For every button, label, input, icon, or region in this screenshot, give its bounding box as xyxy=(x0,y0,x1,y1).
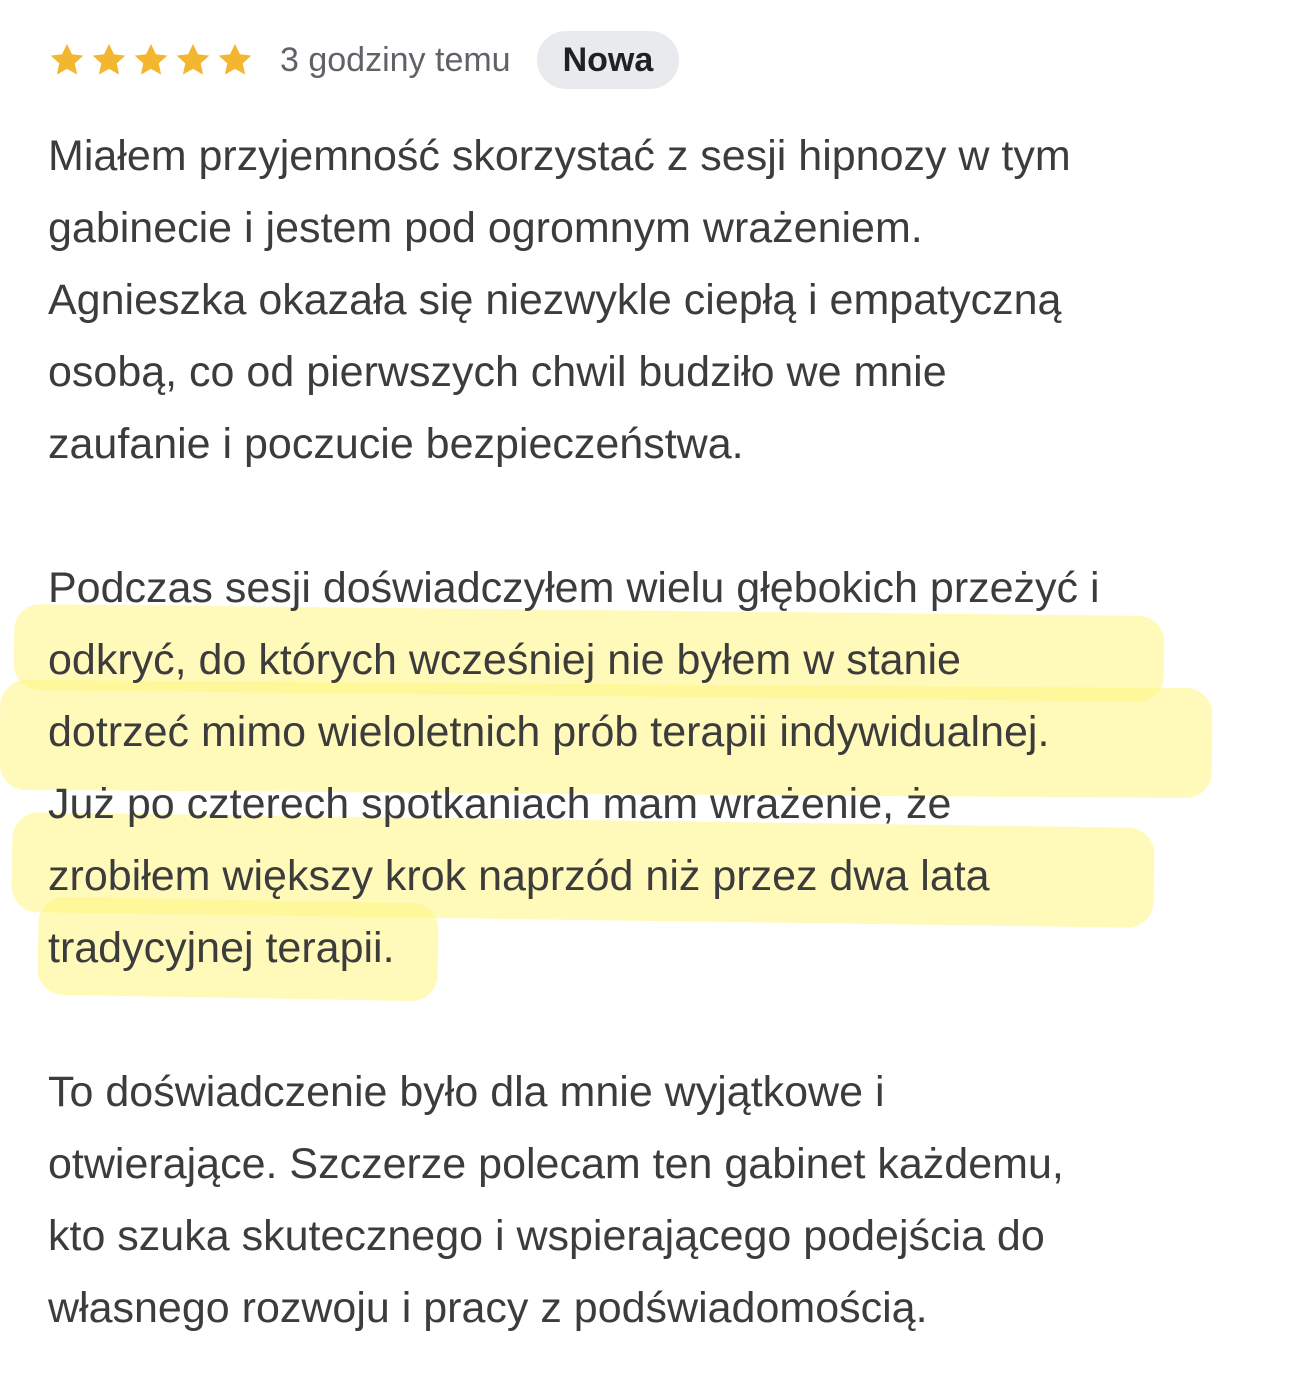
review-line: Agnieszka okazała się niezwykle ciepłą i empatyczną xyxy=(48,276,1062,324)
review-line: otwierające. Szczerze polecam ten gabinet każdemu, xyxy=(48,1140,1064,1188)
review-header xyxy=(48,30,679,90)
review-line: kto szuka skutecznego i wspierającego podejścia do xyxy=(48,1212,1045,1260)
review-timestamp: 3 godziny temu xyxy=(280,40,511,79)
star-rating xyxy=(48,41,254,79)
review-line: Już po czterech spotkaniach mam wrażenie, że xyxy=(48,780,952,828)
review-line: zaufanie i poczucie bezpieczeństwa. xyxy=(48,420,744,468)
review-text xyxy=(48,120,1268,1344)
review-line: tradycyjnej terapii. xyxy=(48,924,395,972)
review-line: dotrzeć mimo wieloletnich prób terapii indywidualnej. xyxy=(48,708,1050,756)
star-icon xyxy=(90,41,128,79)
review-line: odkryć, do których wcześniej nie byłem w stanie xyxy=(48,636,961,684)
star-icon xyxy=(132,41,170,79)
review-line: To doświadczenie było dla mnie wyjątkowe i xyxy=(48,1068,885,1116)
review-line: gabinecie i jestem pod ogromnym wrażeniem. xyxy=(48,204,923,252)
review-line: Podczas sesji doświadczyłem wielu głębokich przeżyć i xyxy=(48,564,1100,612)
star-icon xyxy=(48,41,86,79)
review-line: własnego rozwoju i pracy z podświadomością. xyxy=(48,1284,928,1332)
star-icon xyxy=(216,41,254,79)
review-line: osobą, co od pierwszych chwil budziło we mnie xyxy=(48,348,947,396)
review-line: Miałem przyjemność skorzystać z sesji hipnozy w tym xyxy=(48,132,1071,180)
new-badge: Nowa xyxy=(537,31,680,89)
paragraph-gap xyxy=(48,480,1268,552)
review-line: zrobiłem większy krok naprzód niż przez dwa lata xyxy=(48,852,990,900)
star-icon xyxy=(174,41,212,79)
